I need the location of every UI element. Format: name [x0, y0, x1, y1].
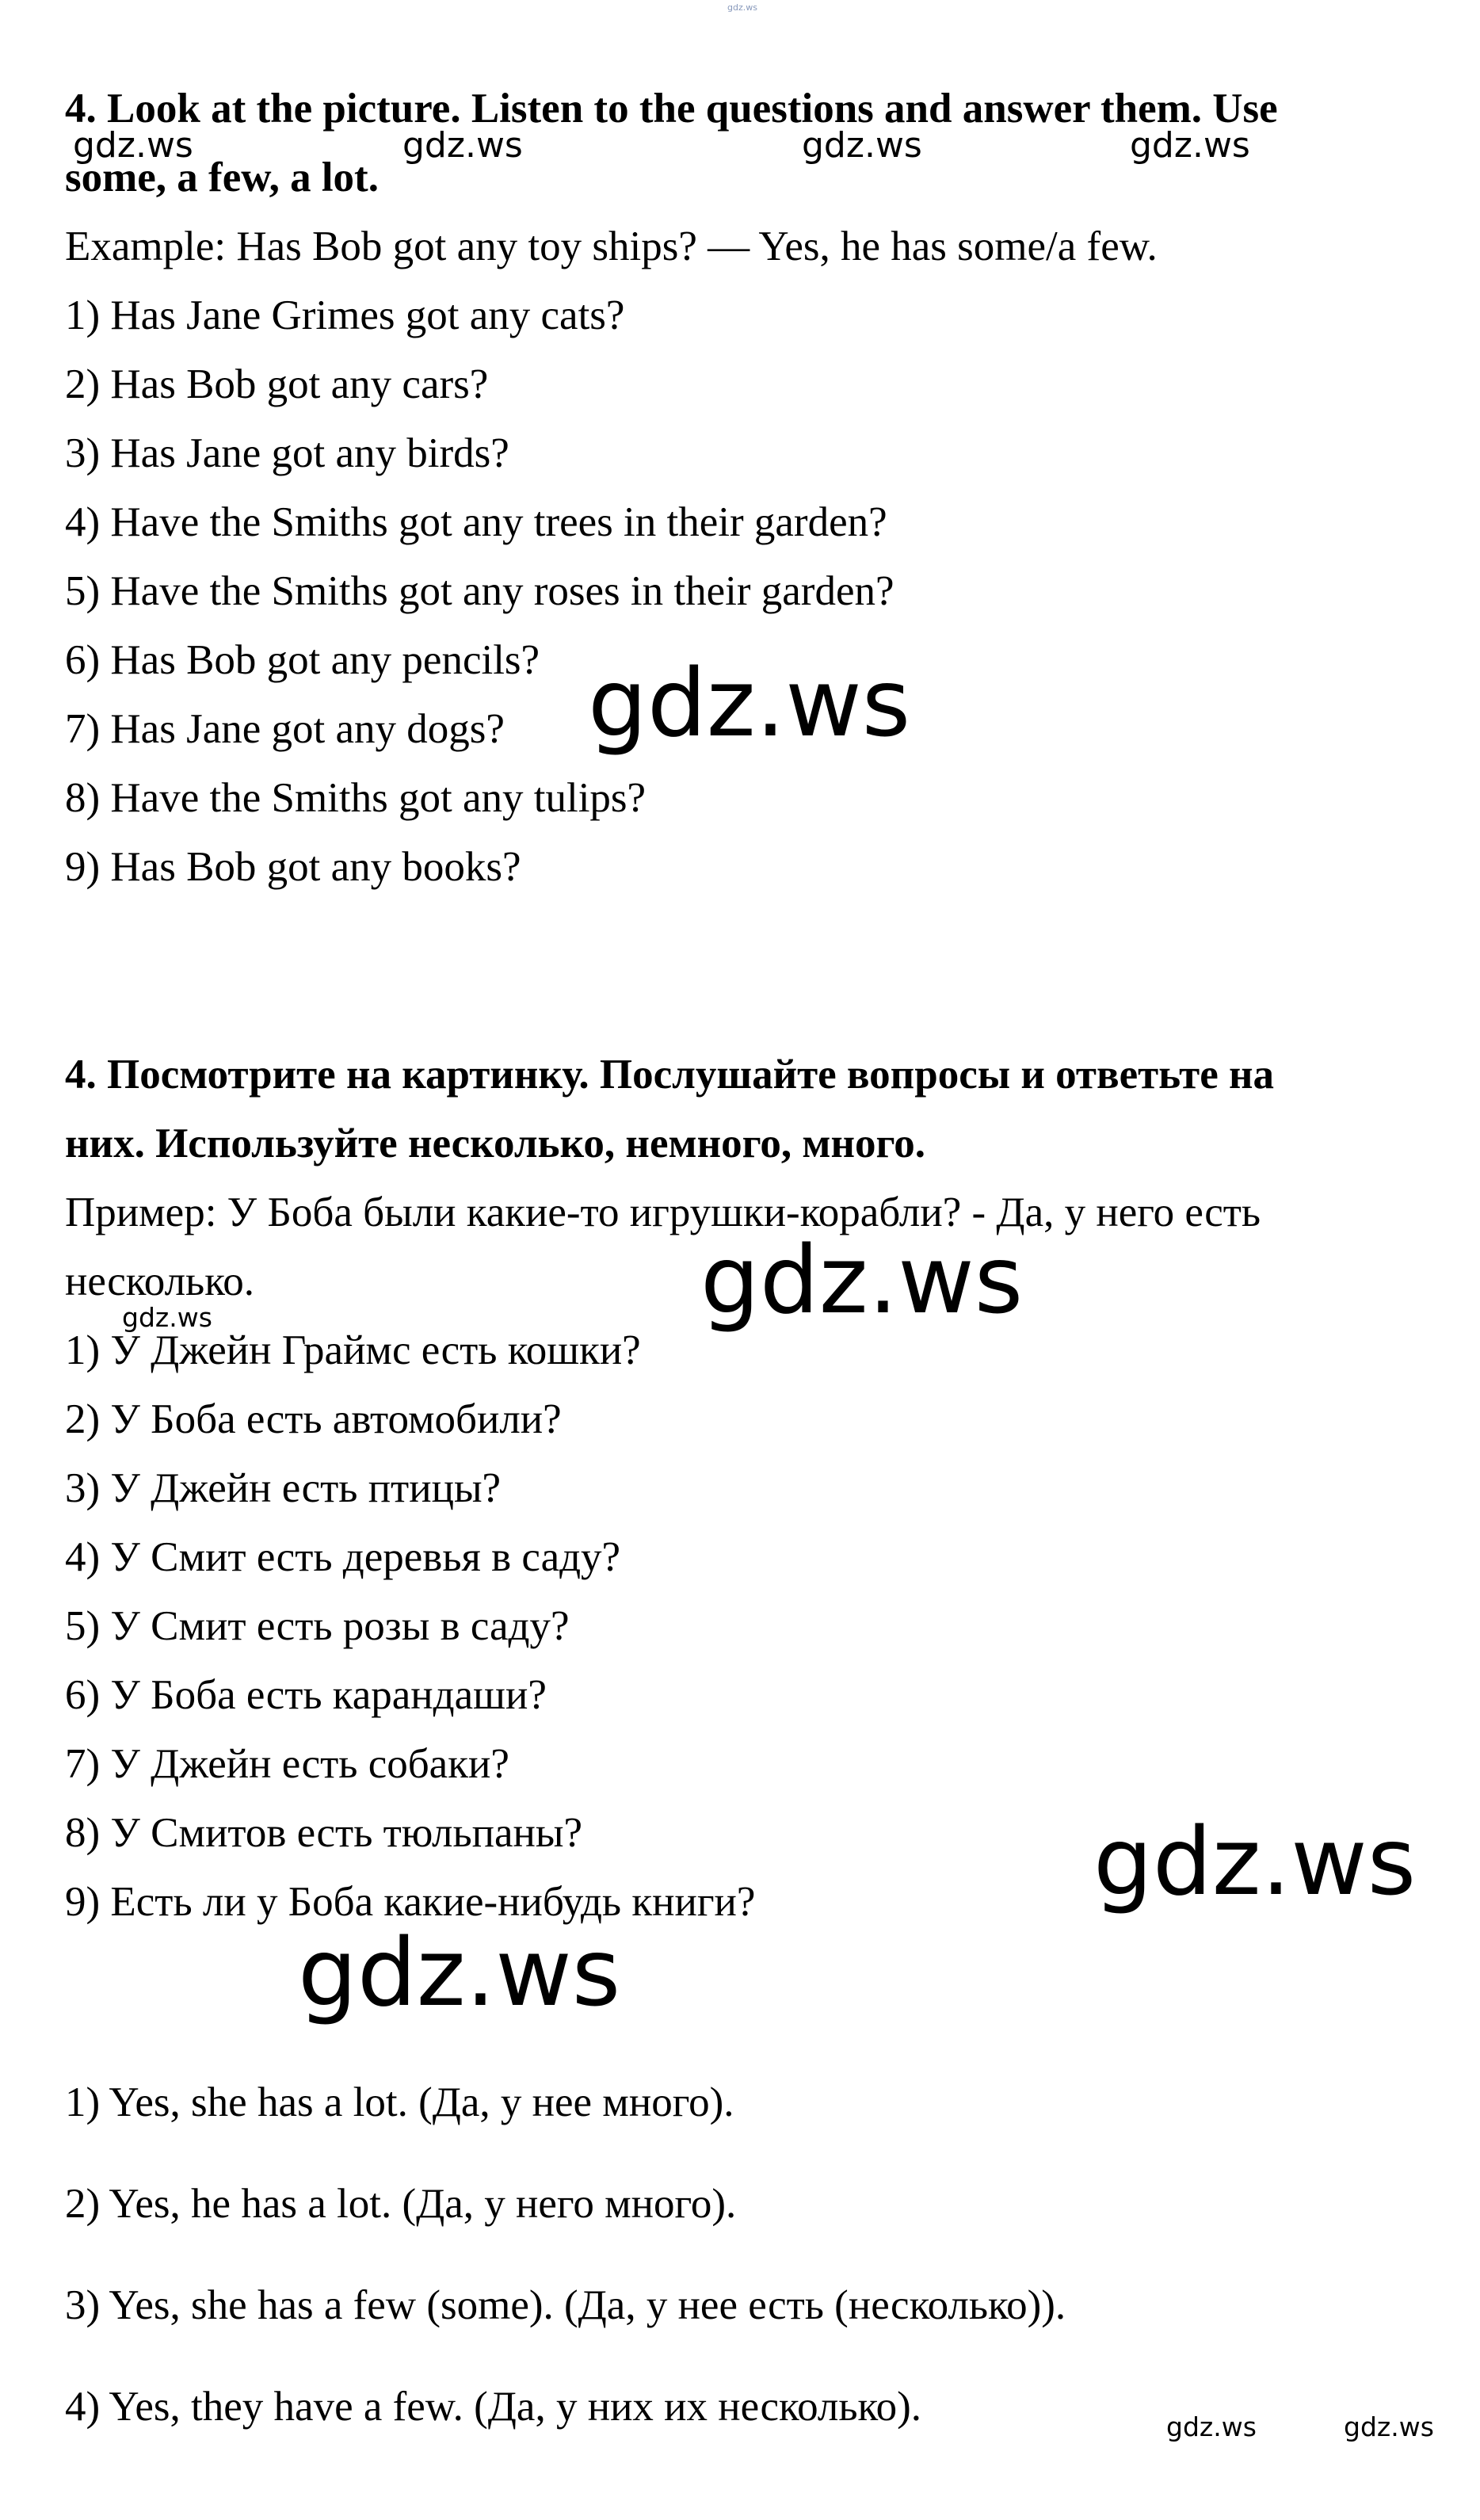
watermark-large-2: gdz.ws	[700, 1225, 1024, 1334]
english-question-4: 4) Have the Smiths got any trees in their garden?	[65, 499, 887, 545]
watermark-small-2: gdz.ws	[402, 125, 523, 166]
english-example: Example: Has Bob got any toy ships? — Yes, he has some/a few.	[65, 223, 1158, 269]
watermark-small-5: gdz.ws	[122, 1302, 212, 1333]
russian-question-2: 2) У Боба есть автомобили?	[65, 1396, 562, 1442]
russian-example-line1: Пример: У Боба были какие-то игрушки-корабли? - Да, у него есть	[65, 1189, 1261, 1235]
russian-task-heading-line1: 4. Посмотрите на картинку. Послушайте вопросы и ответьте на	[65, 1052, 1275, 1098]
watermark-small-1: gdz.ws	[73, 125, 193, 166]
english-question-6: 6) Has Bob got any pencils?	[65, 637, 540, 683]
watermark-small-7: gdz.ws	[1344, 2411, 1434, 2442]
answer-2: 2) Yes, he has a lot. (Да, у него много).	[65, 2181, 737, 2227]
answer-3: 3) Yes, she has a few (some). (Да, у нее есть (несколько)).	[65, 2282, 1066, 2328]
russian-task-heading-line2: них. Используйте несколько, немного, много.	[65, 1121, 926, 1166]
watermark-large-4: gdz.ws	[298, 1918, 621, 2027]
english-question-1: 1) Has Jane Grimes got any cats?	[65, 292, 625, 338]
english-question-3: 3) Has Jane got any birds?	[65, 430, 509, 476]
english-question-2: 2) Has Bob got any cars?	[65, 361, 489, 407]
russian-question-3: 3) У Джейн есть птицы?	[65, 1465, 502, 1511]
english-task-heading-line2: some, a few, a lot.	[65, 155, 379, 200]
english-task-heading-line1: 4. Look at the picture. Listen to the questions and answer them. Use	[65, 86, 1278, 132]
english-question-9: 9) Has Bob got any books?	[65, 844, 521, 890]
english-question-7: 7) Has Jane got any dogs?	[65, 706, 505, 752]
english-question-5: 5) Have the Smiths got any roses in their garden?	[65, 568, 894, 614]
answer-1: 1) Yes, she has a lot. (Да, у нее много).	[65, 2079, 734, 2125]
russian-question-5: 5) У Смит есть розы в саду?	[65, 1603, 570, 1649]
russian-question-4: 4) У Смит есть деревья в саду?	[65, 1534, 621, 1580]
watermark-small-6: gdz.ws	[1166, 2411, 1257, 2442]
watermark-small-4: gdz.ws	[1130, 125, 1250, 166]
russian-question-1: 1) У Джейн Граймс есть кошки?	[65, 1327, 641, 1373]
watermark-small-3: gdz.ws	[802, 125, 922, 166]
russian-question-7: 7) У Джейн есть собаки?	[65, 1741, 509, 1787]
russian-question-6: 6) У Боба есть карандаши?	[65, 1672, 547, 1718]
english-question-8: 8) Have the Smiths got any tulips?	[65, 775, 647, 821]
russian-question-8: 8) У Смитов есть тюльпаны?	[65, 1810, 583, 1856]
russian-example-line2: несколько.	[65, 1258, 255, 1304]
answer-4: 4) Yes, they have a few. (Да, у них их несколько).	[65, 2384, 921, 2430]
watermark-top-tiny: gdz.ws	[727, 2, 757, 13]
watermark-large-3: gdz.ws	[1093, 1807, 1417, 1916]
watermark-large-1: gdz.ws	[588, 648, 911, 758]
russian-question-9: 9) Есть ли у Боба какие-нибудь книги?	[65, 1879, 756, 1925]
